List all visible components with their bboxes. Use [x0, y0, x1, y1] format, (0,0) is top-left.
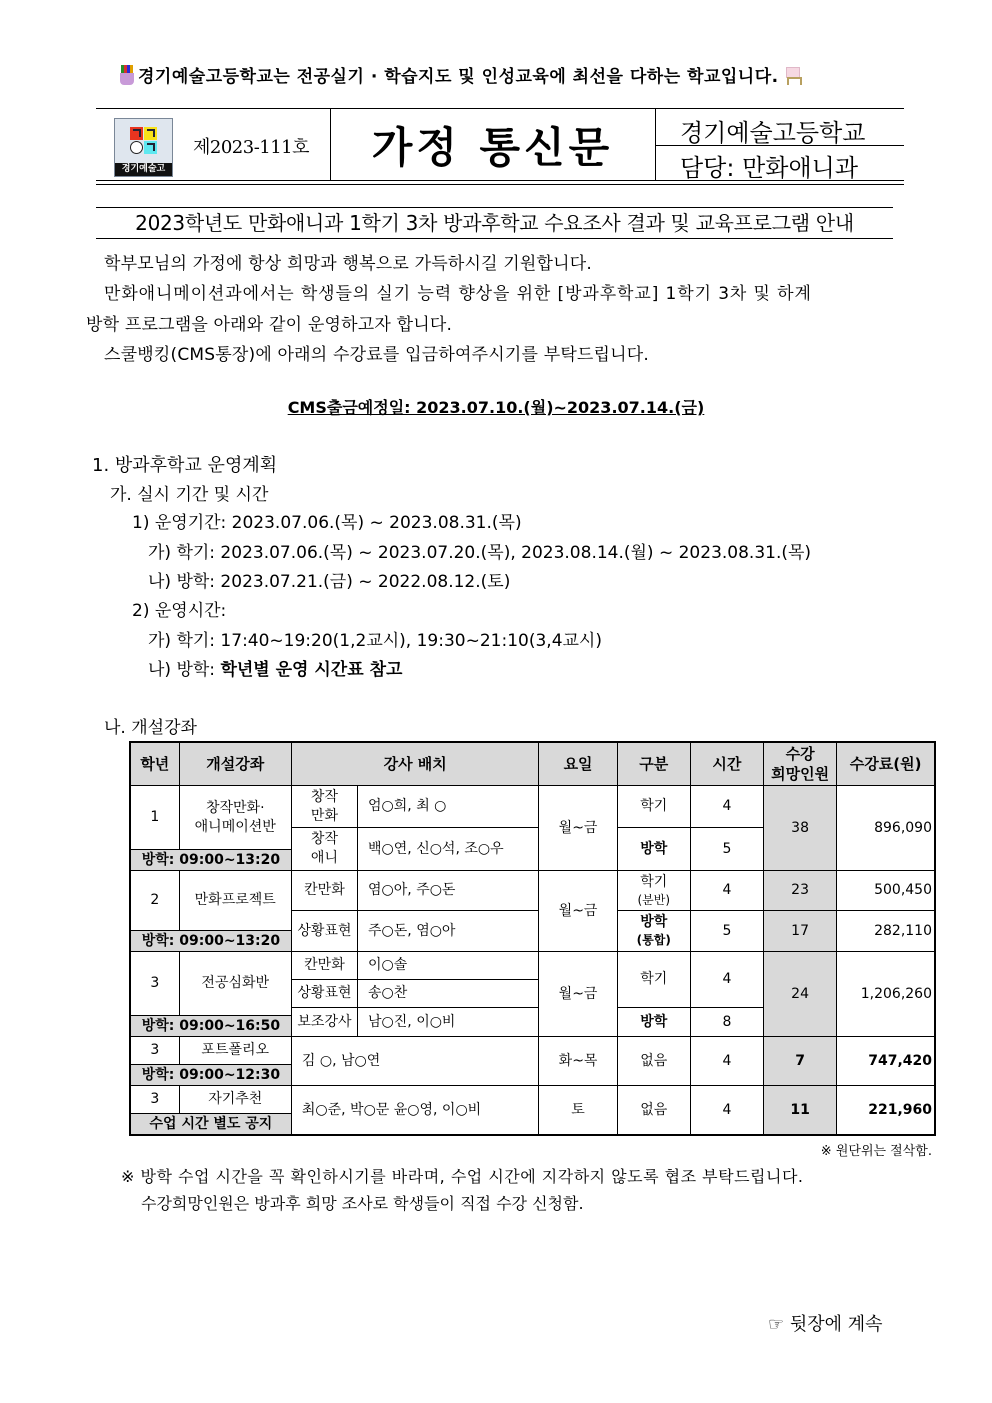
table-row [130, 1086, 935, 1114]
fee-cell: 282,110 [837, 911, 935, 952]
time-vacation-value: 학년별 운영 시간표 참고 [220, 660, 403, 680]
applicants-cell: 38 [764, 786, 837, 871]
applicants-cell: 17 [764, 911, 837, 952]
pencil-cup-icon [118, 65, 136, 85]
instructor-type-1: 창작 [310, 831, 338, 848]
document-number: 제2023-111호 [193, 137, 310, 158]
course-cell [179, 786, 291, 850]
instructor-type-2: 만화 [310, 807, 338, 824]
hours-cell: 4 [690, 952, 763, 1008]
header-applicants-2: 희망인원 [771, 765, 830, 783]
course-cell: 만화프로젝트 [179, 871, 291, 931]
instructor-names: 이○솔 [358, 952, 539, 980]
continued-on-back: ☞ 뒷장에 계속 [768, 1314, 883, 1335]
applicants-cell: 23 [764, 871, 837, 911]
course-name-2: 애니메이션반 [194, 818, 276, 835]
cms-date-text: CMS출금예정일: 2023.07.10.(월)~2023.07.14.(금) [287, 398, 705, 417]
subject-title: 2023학년도 만화애니과 1학기 3차 방과후학교 수요조사 결과 및 교육프로그램 안내 [96, 207, 893, 239]
applicants-cell: 7 [764, 1037, 837, 1086]
footnote-attendance: ※ 방학 수업 시간을 꼭 확인하시기를 바라며, 수업 시간에 지각하지 않도록 협조 부탁드립니다. [121, 1167, 804, 1186]
header-fee: 수강료(원) [837, 742, 935, 786]
fee-cell: 1,206,260 [837, 952, 935, 1037]
header-logo-cell [96, 109, 331, 181]
instructor-type: 상황표현 [291, 911, 357, 952]
hours-cell: 4 [690, 871, 763, 911]
table-row [130, 786, 935, 828]
term-label: 학기 [640, 873, 668, 890]
instructor-names: 백○연, 신○석, 조○우 [358, 828, 539, 871]
letter-header [96, 108, 904, 183]
instructor-names: 김 ○, 남○연 [291, 1037, 539, 1086]
header-applicants [764, 742, 837, 786]
grade-cell: 2 [130, 871, 179, 931]
header-applicants-1: 수강 [785, 744, 815, 763]
intro-line-4: 스쿨뱅킹(CMS통장)에 아래의 수강료를 입금하여주시기를 부탁드립니다. [104, 345, 650, 365]
intro-line-1: 학부모님의 가정에 항상 희망과 행복으로 가득하시길 기원합니다. [104, 254, 593, 274]
term-cell: 방학 [617, 828, 690, 871]
term-cell: 학기 [617, 952, 690, 1008]
time-vacation [148, 655, 402, 680]
days-cell: 월~금 [539, 871, 617, 952]
header-course: 개설강좌 [179, 742, 291, 786]
instructor-names: 송○찬 [358, 980, 539, 1008]
period-semester: 가) 학기: 2023.07.06.(목) ~ 2023.07.20.(목), 2023.08.14.(월) ~ 2023.08.31.(목) [148, 543, 812, 563]
header-title-cell [330, 109, 656, 181]
instructor-names: 주○돈, 염○아 [358, 911, 539, 952]
intro-line-2: 만화애니메이션과에서는 학생들의 실기 능력 향상을 위한 [방과후학교] 1학기 3차 및 하계 [104, 284, 812, 304]
header-double-rule [96, 180, 904, 185]
term-note: (분반) [637, 892, 671, 907]
instructor-type [291, 786, 357, 828]
header-instructors: 강사 배치 [291, 742, 539, 786]
school-name: 경기예술고등학교 [680, 119, 866, 147]
term-cell: 없음 [617, 1086, 690, 1136]
course-name-1: 창작만화· [205, 799, 265, 816]
fee-cell: 896,090 [837, 786, 935, 871]
fee-cell: 500,450 [837, 871, 935, 911]
applicants-cell: 24 [764, 952, 837, 1037]
document-title: 가정 통신문 [371, 123, 614, 172]
school-logo [114, 118, 173, 177]
course-cell: 포트폴리오 [179, 1037, 291, 1065]
subsection-na: 나. 개설강좌 [104, 718, 197, 738]
course-cell: 자기추천 [179, 1086, 291, 1114]
table-row [130, 871, 935, 911]
instructor-names: 엄○희, 최 ○ [358, 786, 539, 828]
vacation-time-band: 방학: 09:00~13:20 [130, 931, 291, 952]
instructor-type: 상황표현 [291, 980, 357, 1008]
logo-text: 경기예술고 [115, 163, 172, 176]
table-header-row [130, 742, 935, 786]
hours-cell: 8 [690, 1008, 763, 1037]
table-row [130, 952, 935, 980]
grade-cell: 3 [130, 1037, 179, 1065]
rounding-note: ※ 원단위는 절삭함. [820, 1144, 932, 1159]
header-type: 구분 [617, 742, 690, 786]
section-title: 1. 방과후학교 운영계획 [92, 455, 278, 476]
grade-cell: 3 [130, 952, 179, 1016]
header-hours: 시간 [690, 742, 763, 786]
course-cell: 전공심화반 [179, 952, 291, 1016]
cms-withdrawal-date [0, 395, 992, 418]
term-cell: 학기 [617, 786, 690, 828]
instructor-type: 칸만화 [291, 871, 357, 911]
instructor-type [291, 828, 357, 871]
term-cell [617, 911, 690, 952]
vacation-time-band: 방학: 09:00~13:20 [130, 850, 291, 871]
instructor-type: 보조강사 [291, 1008, 357, 1037]
period-label: 1) 운영기간: 2023.07.06.(목) ~ 2023.08.31.(목) [132, 513, 522, 533]
department: 담당: 만화애니과 [680, 154, 859, 182]
course-table [129, 741, 936, 1136]
hours-cell: 4 [690, 786, 763, 828]
vacation-time-band: 방학: 09:00~16:50 [130, 1016, 291, 1037]
days-cell: 화~목 [539, 1037, 617, 1086]
term-cell: 방학 [617, 1008, 690, 1037]
hours-cell: 5 [690, 828, 763, 871]
instructor-names: 남○진, 이○비 [358, 1008, 539, 1037]
fee-cell: 221,960 [837, 1086, 935, 1136]
motto-text: 경기예술고등학교는 전공실기 · 학습지도 및 인성교육에 최선을 다하는 학교입니다. [138, 67, 779, 87]
hours-cell: 5 [690, 911, 763, 952]
term-cell [617, 871, 690, 911]
instructor-names: 염○아, 주○돈 [358, 871, 539, 911]
hours-cell: 4 [690, 1037, 763, 1086]
header-dept-cell [656, 146, 904, 181]
table-row [130, 1037, 935, 1065]
instructor-type-1: 창작 [310, 788, 338, 805]
time-label: 2) 운영시간: [132, 601, 227, 621]
period-vacation: 나) 방학: 2023.07.21.(금) ~ 2022.08.12.(토) [148, 572, 511, 592]
vacation-time-band: 방학: 09:00~12:30 [130, 1065, 291, 1086]
fee-cell: 747,420 [837, 1037, 935, 1086]
instructor-type-2: 애니 [310, 850, 338, 866]
applicants-cell: 11 [764, 1086, 837, 1136]
term-note: (통합) [636, 933, 671, 948]
time-vacation-prefix: 나) 방학: [148, 660, 221, 680]
footnote-applicants: 수강희망인원은 방과후 희망 조사로 학생들이 직접 수강 신청함. [141, 1194, 584, 1213]
instructor-names: 최○준, 박○문 윤○영, 이○비 [291, 1086, 539, 1136]
intro-line-3: 방학 프로그램을 아래와 같이 운영하고자 합니다. [86, 315, 453, 335]
header-school-cell [656, 109, 904, 146]
class-time-note-band: 수업 시간 별도 공지 [130, 1114, 291, 1136]
days-cell: 월~금 [539, 952, 617, 1037]
school-motto [118, 62, 878, 87]
time-semester: 가) 학기: 17:40~19:20(1,2교시), 19:30~21:10(3,4교시) [148, 631, 602, 651]
instructor-type: 칸만화 [291, 952, 357, 980]
grade-cell: 1 [130, 786, 179, 850]
days-cell: 월~금 [539, 786, 617, 871]
term-label: 방학 [640, 914, 668, 931]
subsection-ga: 가. 실시 기간 및 시간 [110, 485, 269, 505]
header-days: 요일 [539, 742, 617, 786]
header-grade: 학년 [130, 742, 179, 786]
grade-cell: 3 [130, 1086, 179, 1114]
easel-icon [781, 66, 803, 84]
hours-cell: 4 [690, 1086, 763, 1136]
days-cell: 토 [539, 1086, 617, 1136]
term-cell: 없음 [617, 1037, 690, 1086]
